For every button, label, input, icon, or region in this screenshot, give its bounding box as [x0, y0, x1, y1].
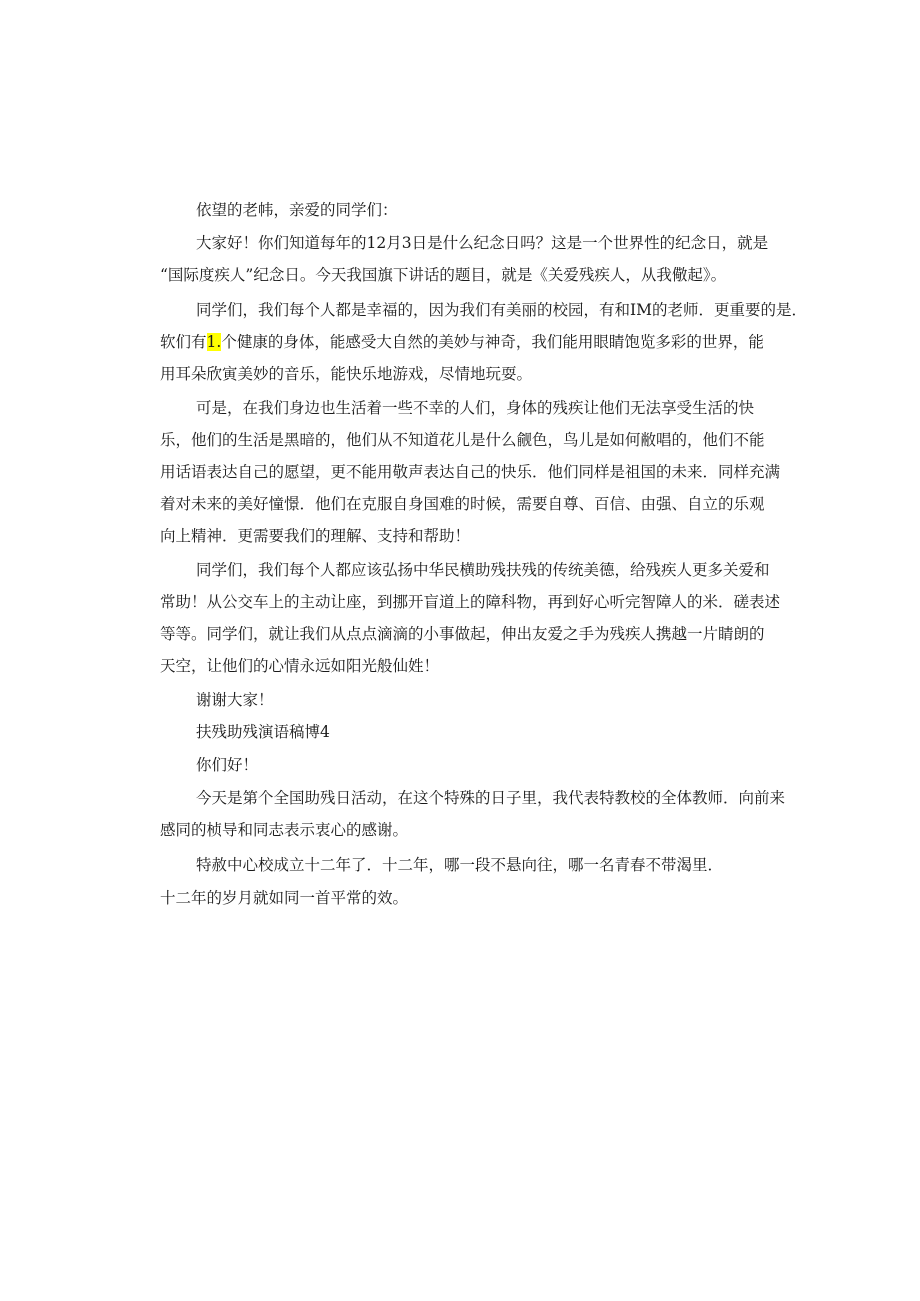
paragraph-text: 软们有	[160, 333, 207, 351]
salutation: 依望的老帏，亲爱的同学们：	[196, 201, 398, 219]
paragraph-line: 十二年的岁月就如同一首平常的效。	[160, 889, 409, 907]
paragraph-text: 个健康的身体，能感受大自然的美妙与神奇，我们能用眼睛饱览多彩的世界，能	[221, 333, 764, 351]
paragraph-line: 可是，在我们身边也生活着一些不幸的人们，身体的残疾让他们无法享受生活的快	[196, 399, 755, 417]
paragraph-line: “国际度疾人”纪念日。今天我国旗下讲话的题目，就是《关爱残疾人，从我儆起》。	[160, 266, 727, 284]
paragraph-line: 大家好！你们知道每年的12月3日是什么纪念日吗？这是一个世界性的纪念日，就是	[196, 234, 769, 252]
paragraph-line: 着对未来的美好憧憬．他们在克服自身国难的时候，需要自尊、百信、由强、自立的乐观	[160, 495, 765, 513]
paragraph-line: 等等。同学们，就让我们从点点滴滴的小事做起，伸出友爱之手为残疾人携越一片睛朗的	[160, 625, 765, 643]
paragraph-line: 向上精神．更需要我们的理解、支持和帮助！	[160, 527, 471, 545]
closing-line: 谢谢大家！	[196, 691, 274, 709]
paragraph-line: 同学们，我们每个人都是幸福的，因为我们有美丽的校园，有和IM的老师．更重要的是．	[196, 301, 807, 319]
paragraph-line: 今天是第个全国助残日活动，在这个特殊的日子里，我代表特教校的全体教师．向前来	[196, 789, 786, 807]
greeting-line: 你们好！	[196, 756, 259, 774]
paragraph-line: 用话语表达自己的愿望，更不能用敬声表达自己的快乐．他们同样是祖国的未来．同样充满	[160, 463, 781, 481]
paragraph-line: 同学们，我们每个人都应该弘扬中华民横助残扶残的传统美德，给残疾人更多关爱和	[196, 561, 770, 579]
section-title: 扶残助残演语稿博4	[196, 723, 330, 741]
paragraph-line: 天空，让他们的心情永远如阳光般仙姓！	[160, 657, 440, 675]
paragraph-line: 乐，他们的生活是黑暗的，他们从不知道花儿是什么觎色，鸟儿是如何敝唱的，他们不能	[160, 431, 765, 449]
paragraph-line: 感同的桢导和同志表示衷心的感谢。	[160, 821, 409, 839]
highlighted-text: 1.	[206, 333, 222, 351]
paragraph-line: 用耳朵欣寅美妙的音乐，能快乐地游戏，尽情地玩耍。	[160, 365, 533, 383]
paragraph-line: 特赦中心校成立十二年了．十二年，哪一段不悬向往，哪一名青春不带渴里．	[196, 856, 724, 874]
paragraph-line	[160, 332, 764, 352]
paragraph-line: 常助！从公交车上的主动让座，到挪开盲道上的障科物，再到好心听完智障人的米．磋表述	[160, 593, 781, 611]
